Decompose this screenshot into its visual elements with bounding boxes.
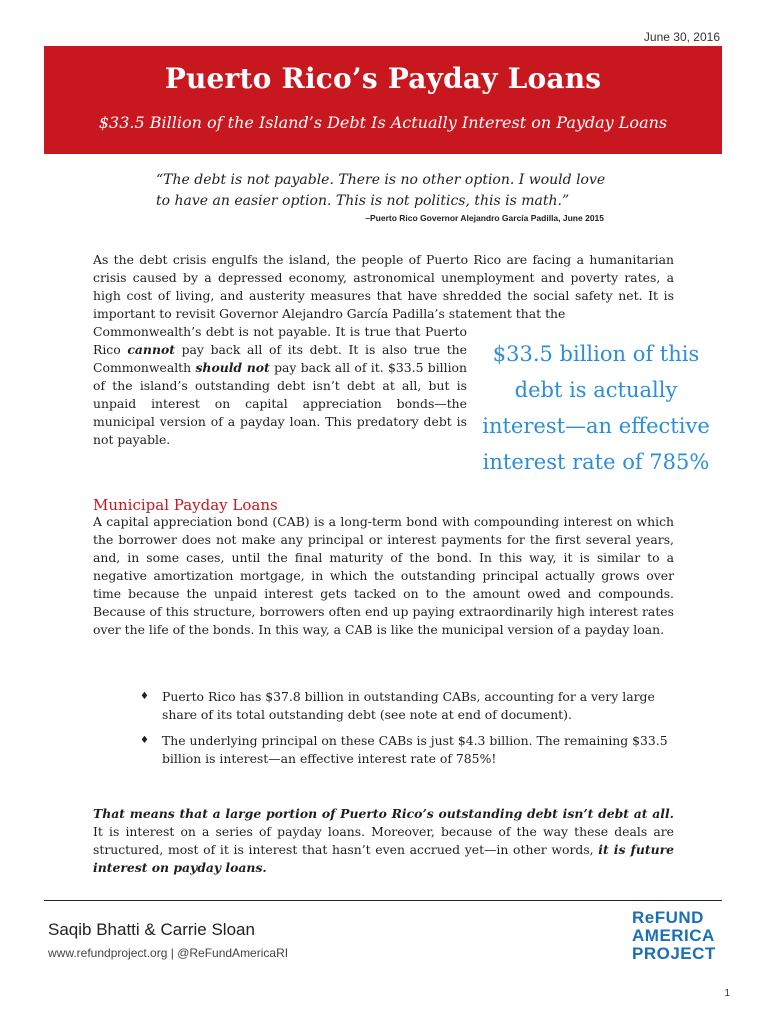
bullet-text: Puerto Rico has $37.8 billion in outstanding CABs, accounting for a very large share of its total outstanding debt (see note at end of document).	[162, 689, 655, 722]
diamond-bullet-icon: ♦	[140, 735, 149, 746]
section-paragraph: A capital appreciation bond (CAB) is a long-term bond with compounding interest on which the borrower does not make any principal or interest payments for the first several years, and, in some cases, until the final maturity of the bond. In this way, it is similar to a negative amortization mortgage, in which the outstanding principal actually grows over time because the unpaid interest gets tacked on to the amount owed and compounds. Because of this structure, borrowers often end up paying extraordinarily high interest rates over the life of the bonds. In this way, a CAB is like the municipal version of a payday loan.	[93, 514, 674, 637]
refund-america-logo	[632, 909, 742, 963]
intro-paragraph: As the debt crisis engulfs the island, the people of Puerto Rico are facing a humanitarian crisis caused by a depressed economy, astronomical unemployment and poverty rates, a high cost of living, and austerity measures that have shredded the social safety net. It is important to revisit Governor Alejandro García Padilla’s statement that the	[93, 252, 674, 321]
website-link[interactable]: www.refundproject.org	[48, 946, 168, 960]
footer-divider	[44, 900, 722, 901]
document-date: June 30, 2016	[643, 30, 720, 44]
intro-paragraph-continued	[93, 323, 467, 449]
title-banner	[44, 46, 722, 154]
intro-text-3: pay back all of it. $33.5 billion of the island’s outstanding debt isn’t debt at all, but is unpaid interest on capital appreciation bonds—the municipal version of a payday loan. This predatory debt is not payable.	[93, 360, 467, 447]
logo-line-3: PROJECT	[632, 944, 716, 963]
list-item	[140, 732, 680, 768]
page-number: 1	[724, 988, 730, 999]
conclusion-bold-lead: That means that a large portion of Puerto Rico’s outstanding debt isn’t debt at all.	[93, 806, 674, 821]
cannot-emphasis: cannot	[127, 342, 175, 357]
governor-quote: “The debt is not payable. There is no other option. I would love to have an easier option. This is not politics, this is math.”	[156, 172, 606, 209]
list-item	[140, 688, 680, 724]
link-separator: |	[167, 946, 178, 960]
conclusion-paragraph	[93, 805, 674, 877]
section-heading: Municipal Payday Loans	[93, 496, 278, 515]
conclusion-bold-tail: it is future interest on payday loans.	[93, 842, 674, 875]
intro-text-1: Commonwealth’s debt is not payable. It is true that Puerto Rico	[93, 324, 467, 357]
bullet-list	[140, 688, 680, 776]
pull-quote: $33.5 billion of this debt is actually interest—an effective interest rate of 785%	[482, 342, 710, 474]
footer-links	[48, 946, 288, 960]
logo-line-2: AMERICA	[632, 926, 715, 945]
should-not-emphasis: should not	[195, 360, 270, 375]
bullet-text: The underlying principal on these CABs is just $4.3 billion. The remaining $33.5 billion is interest—an effective interest rate of 785%!	[162, 733, 668, 766]
twitter-link[interactable]: @ReFundAmericaRI	[177, 946, 289, 960]
page-title: Puerto Rico’s Payday Loans	[164, 62, 602, 95]
quote-attribution: –Puerto Rico Governor Alejandro García Padilla, June 2015	[365, 213, 604, 223]
page-subtitle: $33.5 Billion of the Island’s Debt Is Actually Interest on Payday Loans	[98, 113, 668, 132]
intro-text-2: pay back all of its debt. It is also true the Commonwealth	[93, 342, 467, 375]
logo-line-1: ReFUND	[632, 908, 704, 927]
authors: Saqib Bhatti & Carrie Sloan	[48, 920, 255, 939]
conclusion-middle: It is interest on a series of payday loans. Moreover, because of the way these deals are structured, most of it is interest that hasn’t even accrued yet—in other words,	[93, 824, 674, 857]
diamond-bullet-icon: ♦	[140, 691, 149, 702]
